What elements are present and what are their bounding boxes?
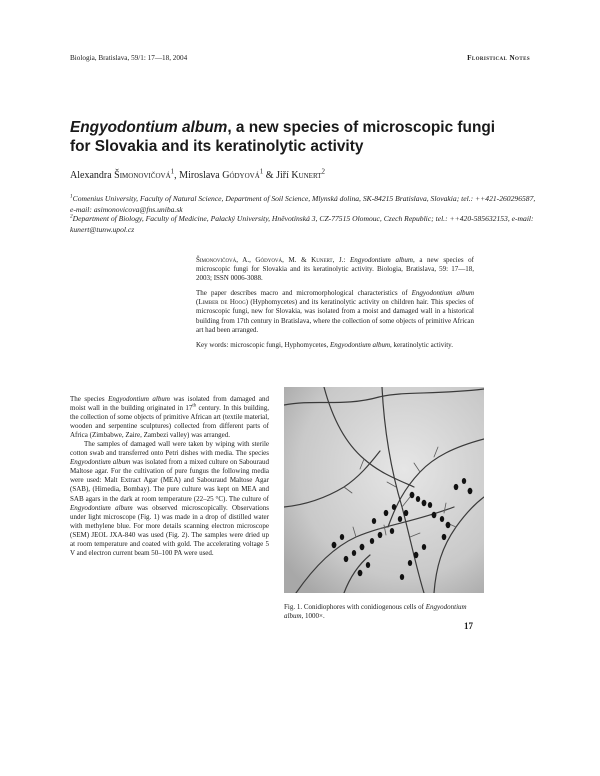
- author-list: Alexandra Šimonovičová$^1$, Miroslava Gódyová$^1$ & Jiří Kunert$^2$: [70, 167, 325, 181]
- abstract-p1-species: Engyodontium album: [411, 289, 475, 298]
- micrograph-image: [284, 387, 484, 593]
- abstract-text: [196, 289, 474, 334]
- figure-caption: [284, 603, 484, 621]
- body-p1-c: century. In this building, the collection of some objects of primitive African art (textile material, wooden and serpentine sculptures) collected from different parts of Africa (Zimbabwe, Zaire, Zambezi valley) was arranged.: [70, 404, 269, 440]
- aff1-text: Comenius University, Faculty of Natural Science, Department of Soil Science, Mlynská dolina, SK-84215 Bratislava, Slovakia; tel.: ++421-260296587, e-mail: asimonovicova@fns.uniba.sk: [70, 194, 536, 214]
- citation-rest: , a new species of microscopic fungi for Slovakia and its keratinolytic activity. Biologia, Bratislava, 59: 17—18, 2003; ISSN 0006-3088.: [196, 256, 474, 283]
- citation-authors: Šimonovičová, A., Gódyová, M. & Kunert, J.:: [196, 256, 350, 264]
- author-amp: &: [265, 170, 274, 181]
- title-rest-line1: , a new species of microscopic fungi: [227, 119, 496, 136]
- abstract-p1-mid: (: [196, 298, 199, 307]
- body-p2-a: The samples of damaged wall were taken by wiping with sterile cotton swab and transferred onto Petri dishes with media. The species: [70, 440, 269, 458]
- aff1-sup: 1: [70, 193, 73, 200]
- aff2-text: Department of Biology, Faculty of Medicine, Palacký University, Hněvotínská 3, CZ-77515 Olomouc, Czech Republic; tel.: ++420-585632153, e-mail: kunert@tunw.upol.cz: [70, 214, 534, 234]
- body-paragraph-2: [70, 440, 269, 558]
- body-p1-b: was isolated from damaged and moist wall in the building originated in 17: [70, 395, 269, 413]
- author2-last: Gódyová: [222, 170, 260, 181]
- citation-species: Engyodontium album: [350, 256, 413, 264]
- caption-b: , 1000×.: [301, 612, 325, 621]
- title-line2: for Slovakia and its keratinolytic activity: [70, 138, 364, 155]
- aff2-sup: 2: [70, 213, 73, 220]
- caption-a: Fig. 1. Conidiophores with conidiogenous cells of: [284, 603, 426, 611]
- author3-first: Jiří: [276, 170, 289, 181]
- abstract-p1-author: Limber: [198, 298, 219, 307]
- body-p2-species: Engyodontium album: [70, 458, 131, 467]
- affiliation-2: [70, 214, 540, 235]
- abstract-p1-end: ) (Hyphomycetes) and its keratinolytic activity on children hair. This species of microscopic fungi, new for Slovakia, was isolated from a moist and damaged wall in a historical building from 17th century in Bratislava, where the collection of some objects of primitive African art had been arranged.: [196, 298, 474, 334]
- body-p1-species: Engyodontium album: [108, 395, 170, 403]
- abstract-p1-de: de: [218, 298, 230, 307]
- body-p2-c: was observed microscopically. Observations under light microscope (Fig. 1) was made in a drop of distilled water with methylene blue. For more details scanning electron microscope (SEM) JEOL JXA-840 was used (Fig. 2). The samples were dried up at room temperature and coated with gold. The accelerating voltage 5 V and electron current beam 50–100 PA were used.: [70, 503, 269, 557]
- running-header-section: Floristical Notes: [467, 54, 530, 62]
- running-header-citation: Biologia, Bratislava, 59/1: 17—18, 2004: [70, 54, 188, 62]
- author1-first: Alexandra: [70, 170, 112, 181]
- abstract-block: [196, 256, 474, 356]
- author2-first: Miroslava: [179, 170, 220, 181]
- keywords-start: Key words: microscopic fungi, Hyphomycetes,: [196, 340, 330, 349]
- article-title: [70, 118, 540, 156]
- abstract-p1-author2: Hoog: [229, 298, 246, 307]
- affiliation-1: [70, 194, 540, 215]
- body-p1-sup: th: [192, 403, 197, 409]
- author3-last: Kunert: [291, 170, 322, 181]
- author1-last: Šimonovičová: [114, 170, 171, 181]
- abstract-citation: [196, 256, 474, 283]
- body-p2-species2: Engyodontium album: [70, 503, 133, 512]
- keywords-end: , keratinolytic activity.: [390, 340, 453, 349]
- figure-micrograph: [284, 387, 484, 593]
- body-column: [70, 395, 269, 558]
- caption-species: Engyodontium album: [284, 603, 467, 621]
- body-p1-a: The species: [70, 395, 109, 403]
- body-paragraph-1: [70, 395, 269, 440]
- body-p2-b: was isolated from a mixed culture on Sabouraud Maltose agar. For the cultivation of pure fungus the following media were used: Malt Extract Agar (MEA) and Sabouraud Maltose Agar (SAB), (Himedia, Bombay). The pure culture was kept on MEA and SAB agars in the dark at room temperature (22–25 °C). The culture of: [70, 458, 269, 503]
- author1-sup: 1: [170, 167, 175, 176]
- author2-sup: 1: [259, 167, 264, 176]
- abstract-p1-start: The paper describes macro and micromorphological characteristics of: [196, 289, 412, 298]
- keywords-species: Engyodontium album: [329, 340, 391, 349]
- page-number: 17: [464, 621, 473, 631]
- author3-sup: 2: [321, 167, 325, 176]
- abstract-keywords: [196, 341, 474, 350]
- title-species: Engyodontium album: [70, 119, 228, 136]
